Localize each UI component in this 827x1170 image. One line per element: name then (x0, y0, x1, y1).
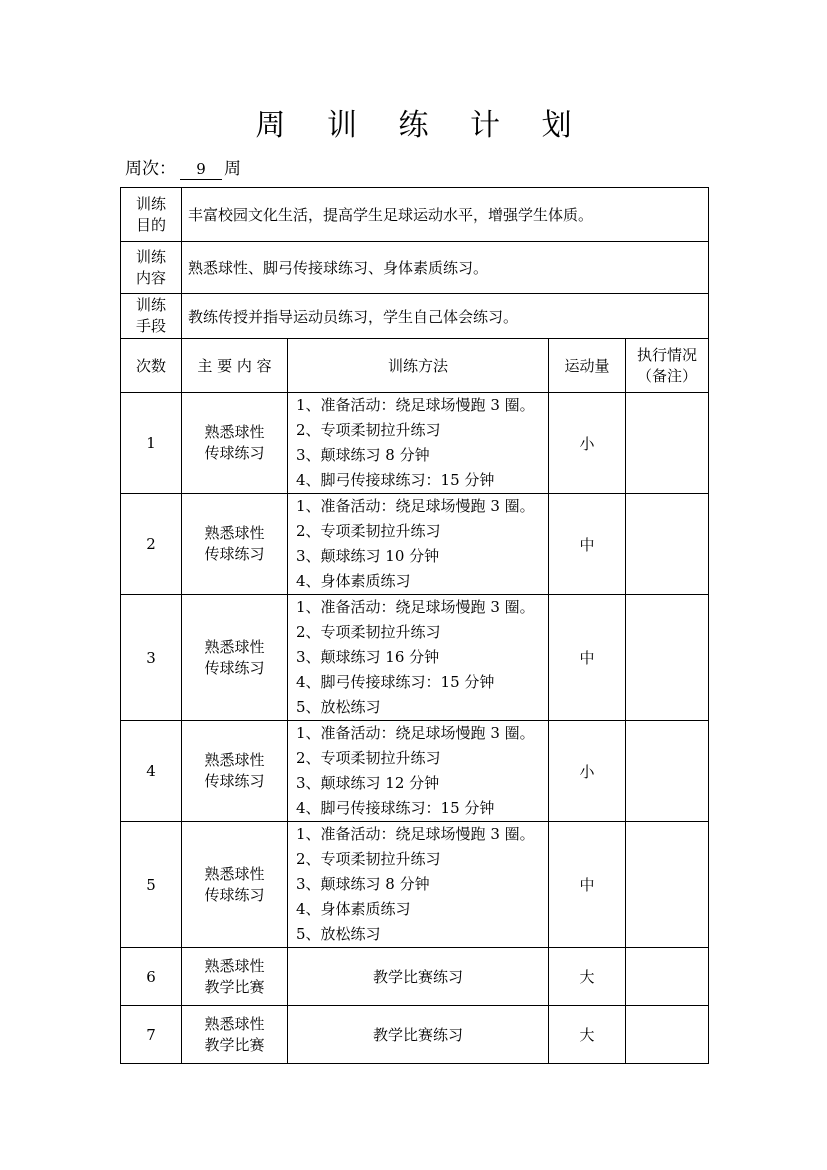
info-text: 丰富校园文化生活，提高学生足球运动水平，增强学生体质。 (182, 188, 709, 242)
session-content: 熟悉球性 传球练习 (182, 822, 288, 948)
session-load: 大 (549, 948, 626, 1006)
method-item: 4、脚弓传接球练习：15 分钟 (296, 799, 495, 817)
method-item: 1、准备活动：绕足球场慢跑 3 圈。 (296, 497, 535, 515)
method-item: 2、专项柔韧拉升练习 (296, 850, 441, 868)
session-methods (288, 822, 549, 948)
table-row (121, 1006, 709, 1064)
session-content: 熟悉球性 传球练习 (182, 494, 288, 595)
session-notes (626, 494, 709, 595)
method-item: 5、放松练习 (296, 698, 381, 716)
session-content: 熟悉球性 教学比赛 (182, 1006, 288, 1064)
table-row (121, 948, 709, 1006)
session-content: 熟悉球性 教学比赛 (182, 948, 288, 1006)
week-line (125, 154, 241, 180)
info-label: 训练 目的 (121, 188, 182, 242)
method-item: 3、颠球练习 16 分钟 (296, 648, 440, 666)
session-content: 熟悉球性 传球练习 (182, 595, 288, 721)
session-methods (288, 393, 549, 494)
session-load: 中 (549, 595, 626, 721)
info-text: 熟悉球性、脚弓传接球练习、身体素质练习。 (182, 242, 709, 294)
session-methods (288, 494, 549, 595)
header-content: 主 要 内 容 (182, 339, 288, 393)
method-item: 4、脚弓传接球练习：15 分钟 (296, 471, 495, 489)
session-load: 中 (549, 822, 626, 948)
method-item: 2、专项柔韧拉升练习 (296, 749, 441, 767)
info-label: 训练 手段 (121, 294, 182, 339)
method-item: 3、颠球练习 12 分钟 (296, 774, 440, 792)
session-method-single: 教学比赛练习 (288, 1006, 549, 1064)
session-number: 5 (121, 822, 182, 948)
week-unit: 周 (224, 159, 241, 179)
header-row (121, 339, 709, 393)
method-item: 2、专项柔韧拉升练习 (296, 623, 441, 641)
header-method: 训练方法 (288, 339, 549, 393)
info-text: 教练传授并指导运动员练习，学生自己体会练习。 (182, 294, 709, 339)
session-number: 1 (121, 393, 182, 494)
session-number: 6 (121, 948, 182, 1006)
table-row (121, 494, 709, 595)
session-notes (626, 1006, 709, 1064)
week-label: 周次： (125, 159, 176, 179)
session-load: 小 (549, 393, 626, 494)
method-item: 1、准备活动：绕足球场慢跑 3 圈。 (296, 396, 535, 414)
info-row-content (121, 242, 709, 294)
session-notes (626, 721, 709, 822)
training-plan-table (120, 187, 709, 1064)
session-content: 熟悉球性 传球练习 (182, 721, 288, 822)
session-notes (626, 595, 709, 721)
session-notes (626, 948, 709, 1006)
method-item: 4、身体素质练习 (296, 572, 411, 590)
method-item: 4、身体素质练习 (296, 900, 411, 918)
table-row (121, 595, 709, 721)
session-notes (626, 393, 709, 494)
method-item: 3、颠球练习 8 分钟 (296, 875, 430, 893)
page-title: 周 训 练 计 划 (255, 108, 588, 143)
method-item: 3、颠球练习 8 分钟 (296, 446, 430, 464)
session-number: 2 (121, 494, 182, 595)
method-item: 3、颠球练习 10 分钟 (296, 547, 440, 565)
info-label: 训练 内容 (121, 242, 182, 294)
header-notes: 执行情况 （备注） (626, 339, 709, 393)
session-load: 中 (549, 494, 626, 595)
session-method-single: 教学比赛练习 (288, 948, 549, 1006)
header-load: 运动量 (549, 339, 626, 393)
header-session: 次数 (121, 339, 182, 393)
session-methods (288, 721, 549, 822)
info-row-purpose (121, 188, 709, 242)
week-number: 9 (180, 159, 222, 180)
session-number: 7 (121, 1006, 182, 1064)
method-item: 1、准备活动：绕足球场慢跑 3 圈。 (296, 825, 535, 843)
table-row (121, 822, 709, 948)
table-row (121, 393, 709, 494)
session-content: 熟悉球性 传球练习 (182, 393, 288, 494)
method-item: 2、专项柔韧拉升练习 (296, 421, 441, 439)
info-row-method (121, 294, 709, 339)
session-notes (626, 822, 709, 948)
session-number: 4 (121, 721, 182, 822)
session-methods (288, 595, 549, 721)
method-item: 2、专项柔韧拉升练习 (296, 522, 441, 540)
method-item: 4、脚弓传接球练习：15 分钟 (296, 673, 495, 691)
method-item: 1、准备活动：绕足球场慢跑 3 圈。 (296, 724, 535, 742)
session-load: 小 (549, 721, 626, 822)
session-load: 大 (549, 1006, 626, 1064)
session-number: 3 (121, 595, 182, 721)
table-row (121, 721, 709, 822)
method-item: 5、放松练习 (296, 925, 381, 943)
method-item: 1、准备活动：绕足球场慢跑 3 圈。 (296, 598, 535, 616)
